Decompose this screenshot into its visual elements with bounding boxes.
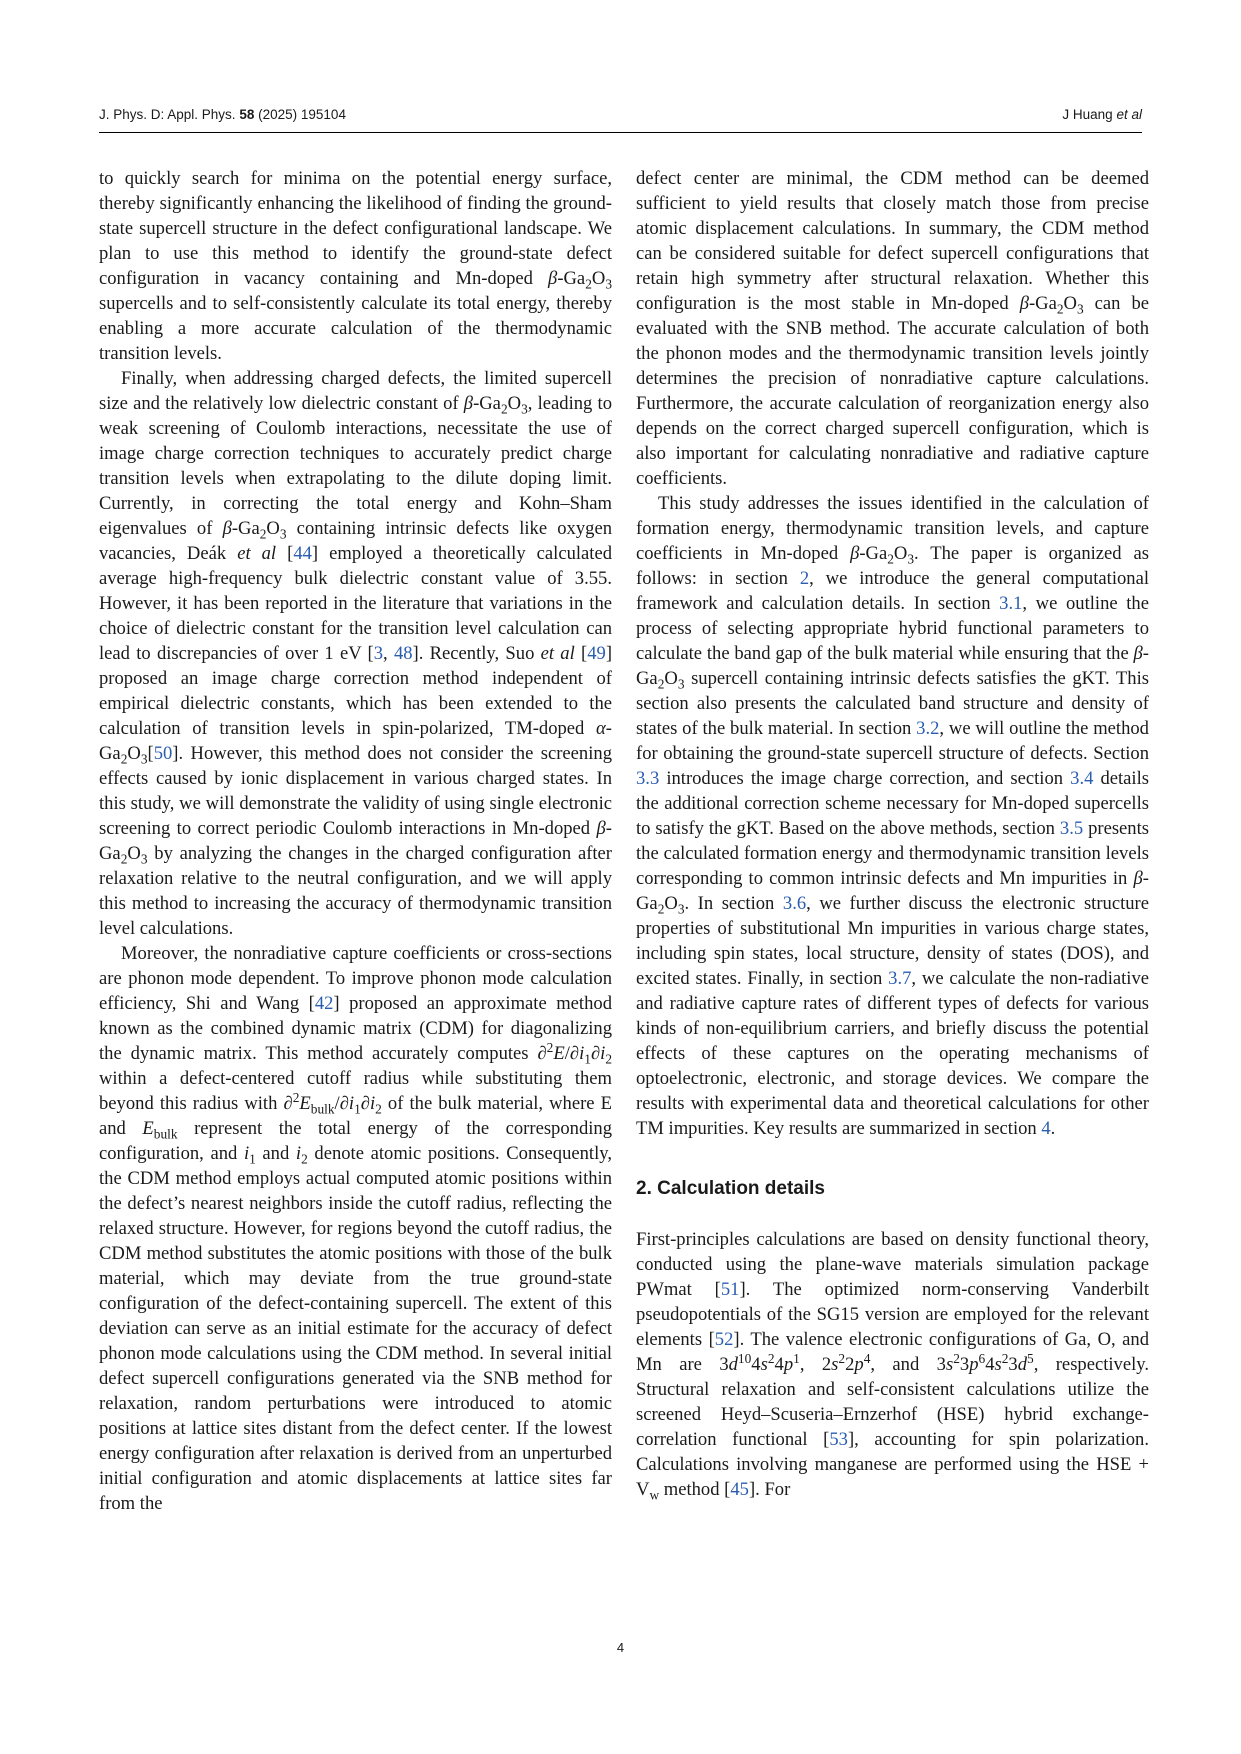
subscript: 3 (279, 526, 287, 542)
reference-link[interactable]: 49 (587, 643, 606, 664)
superscript: 5 (1027, 1350, 1034, 1366)
paragraph: Finally, when addressing charged defects, the limited supercell size and the relatively low dielectric constant of $\beta-Ga_2O_3$, leading to weak screening of Coulomb interactions, necessitate the use of image charge correction techniques to accurately predict charge transition levels when extrapolating to the dilute doping limit. Currently, in correcting the total energy and Kohn–Sham eigenvalues of $\beta-Ga_2O_3$ containing intrinsic defects like oxygen vacancies, Deák et al [44] employed a theoretically calculated average high-frequency bulk dielectric constant value of 3.55. However, it has been reported in the literature that variations in the choice of dielectric constant for the transition level calculation can lead to discrepancies of over 1 eV [3, 48]. Recently, Suo et al [49] proposed an image charge correction method independent of empirical dielectric constants, which has been extended to the calculation of transition levels in spin-polarized, TM-doped $\alpha-Ga_2O_3[50]$. However, this method does not consider the screening effects caused by ionic displacement in various charged states. In this study, we will demonstrate the validity of using single electronic screening to correct periodic Coulomb interactions in Mn-doped $\beta-Ga_2O_3$ by analyzing the changes in the charged configuration after relaxation relative to the neutral configuration, and we will apply this method to increasing the accuracy of thermodynamic transition level calculations. (99, 368, 613, 939)
subscript: 1 (584, 1051, 591, 1067)
superscript: 2 (767, 1350, 775, 1366)
left-column (99, 166, 612, 1516)
author-et-al: et al (1116, 107, 1142, 122)
subscript: 3 (605, 276, 612, 292)
journal-name: J. Phys. D: Appl. Phys. (99, 107, 236, 122)
reference-link[interactable]: 3.4 (1070, 768, 1094, 789)
journal-year-article: (2025) 195104 (258, 107, 346, 122)
subscript: 3 (907, 551, 915, 567)
subscript: w (649, 1487, 660, 1503)
subscript: 2 (301, 1151, 308, 1167)
italic-text: i (295, 1143, 302, 1164)
italic-text: β (1019, 293, 1029, 314)
subscript: 3 (521, 401, 528, 417)
italic-text: et al (237, 543, 277, 564)
right-column (636, 166, 1149, 1502)
italic-text: d (728, 1354, 738, 1375)
page-number: 4 (616, 1640, 625, 1655)
superscript: 2 (292, 1089, 300, 1105)
italic-text: s (945, 1354, 954, 1375)
subscript: 2 (887, 551, 894, 567)
subscript: bulk (153, 1126, 178, 1142)
italic-text: i (600, 1043, 606, 1064)
superscript: 2 (1001, 1350, 1009, 1366)
italic-text: β (1133, 643, 1143, 664)
subscript: 3 (677, 901, 685, 917)
subscript: 2 (500, 401, 508, 417)
subscript: 3 (1076, 301, 1084, 317)
superscript: 4 (863, 1350, 871, 1366)
italic-text: i (579, 1043, 585, 1064)
italic-text: E (142, 1118, 154, 1139)
paragraph: Moreover, the nonradiative capture coefficients or cross-sections are phonon mode dependent. To improve phonon mode calculation efficiency, Shi and Wang [42] proposed an approximate method known as the combined dynamic matrix (CDM) for diagonalizing the dynamic matrix. This method accurately computes $\partial^2E/\partial i_1\partial i_2$ within a defect-centered cutoff radius while substituting them beyond this radius with $\partial^2E_{bulk}/\partial i_1\partial i_2$ of the bulk material, where E and $E_{bulk}$ represent the total energy of the corresponding configuration, and $i_1$ and $i_2$ denote atomic positions. Consequently, the CDM method employs actual computed atomic positions within the defect’s nearest neighbors inside the cutoff radius, reflecting the relaxed structure. However, for regions beyond the cutoff radius, the CDM method substitutes the atomic positions with those of the bulk material, which may deviate from the true ground-state configuration of the defect-containing supercell. The extent of this deviation can serve as an initial estimate for the accuracy of defect phonon mode calculations using the CDM method. In several initial defect supercell configurations generated via the SNB method for relaxation, random perturbations were introduced to atomic positions at lattice sites distant from the defect center. If the lowest energy configuration after relaxation is derived from an unperturbed initial configuration and atomic displacements at lattice sites far from the (99, 943, 613, 1514)
subscript: bulk (310, 1101, 335, 1117)
reference-link[interactable]: 52 (714, 1329, 734, 1350)
subscript: 3 (140, 851, 148, 867)
paragraph: to quickly search for minima on the potential energy surface, thereby significantly enhancing the likelihood of finding the ground-state supercell structure in the defect configurational landscape. We plan to use this method to identify the ground-state defect configuration in vacancy containing and Mn-doped $\beta-Ga_2O_3$ supercells and to self-consistently calculate its total energy, thereby enabling a more accurate calculation of the thermodynamic transition levels. (99, 168, 612, 364)
italic-text: i (348, 1093, 355, 1114)
subscript: 3 (677, 676, 685, 692)
subscript: 2 (657, 901, 665, 917)
reference-link[interactable]: 45 (730, 1479, 749, 1500)
paragraph: defect center are minimal, the CDM method can be deemed sufficient to yield results that closely match those from precise atomic displacement calculations. In summary, the CDM method can be considered suitable for defect supercell configurations that retain high symmetry after structural relaxation. Whether this configuration is the most stable in Mn-doped $\beta-Ga_2O_3$ can be evaluated with the SNB method. The accurate calculation of both the phonon modes and the thermodynamic transition levels jointly determines the precision of nonradiative capture calculations. Furthermore, the accurate calculation of reorganization energy also depends on the correct charged supercell configuration, which is also important for calculating nonradiative and radiative capture coefficients. (636, 168, 1149, 489)
italic-text: i (243, 1143, 250, 1164)
italic-text: s (994, 1354, 1002, 1375)
journal-citation (99, 107, 346, 122)
reference-link[interactable]: 3 (373, 643, 384, 664)
reference-link[interactable]: 3.7 (888, 968, 912, 989)
reference-link[interactable]: 3.5 (1059, 818, 1084, 839)
running-header (99, 107, 1142, 129)
author-name: J Huang (1062, 107, 1113, 122)
italic-text: β (463, 393, 474, 414)
italic-text: α (596, 718, 606, 739)
subscript: 2 (375, 1101, 382, 1117)
paragraph: First-principles calculations are based on density functional theory, conducted using the plane-wave materials simulation package PWmat [51]. The optimized norm-conserving Vanderbilt pseudopotentials of the SG15 version are employed for the relevant elements [52]. The valence electronic configurations of Ga, O, and Mn are $3d^{10}4s^24p^1$, $2s^22p^4$, and $3s^23p^64s^23d^5$, respectively. Structural relaxation and self-consistent calculations utilize the screened Heyd–Scuseria–Ernzerhof (HSE) hybrid exchange-correlation functional [53], accounting for spin polarization. Calculations involving manganese are performed using the HSE + $V_w$ method [45]. For (636, 1229, 1150, 1503)
journal-volume: 58 (239, 107, 255, 122)
reference-link[interactable]: 51 (720, 1279, 740, 1300)
italic-text: p (783, 1354, 794, 1375)
italic-text: p (969, 1354, 979, 1375)
italic-text: et al (540, 643, 575, 664)
superscript: 10 (737, 1350, 752, 1366)
subscript: 3 (140, 751, 148, 767)
reference-link[interactable]: 50 (153, 743, 173, 764)
reference-link[interactable]: 53 (829, 1429, 848, 1450)
italic-text: E (553, 1043, 565, 1064)
paragraph: This study addresses the issues identified in the calculation of formation energy, thermodynamic transition levels, and capture coefficients in Mn-doped $\beta-Ga_2O_3$. The paper is organized as follows: in section 2, we introduce the general computational framework and calculation details. In section 3.1, we outline the process of selecting appropriate hybrid functional parameters to calculate the band gap of the bulk material while ensuring that the $\beta-Ga_2O_3$ supercell containing intrinsic defects satisfies the gKT. This section also presents the calculated band structure and density of states of the bulk material. In section 3.2, we will outline the method for obtaining the ground-state supercell structure of defects. Section 3.3 introduces the image charge correction, and section 3.4 details the additional correction scheme necessary for Mn-doped supercells to satisfy the gKT. Based on the above methods, section 3.5 presents the calculated formation energy and thermodynamic transition levels corresponding to common intrinsic defects and Mn impurities in $\beta-Ga_2O_3$. In section 3.6, we further discuss the electronic structure properties of substitutional Mn impurities in various charge states, including spin states, local structure, density of states (DOS), and excited states. Finally, in section 3.7, we calculate the non-radiative and radiative capture rates of different types of defects for various kinds of non-equilibrium carriers, and briefly discuss the potential effects of these captures on the operating mechanisms of optoelectronic, electronic, and storage devices. We compare the results with experimental data and theoretical calculations for other TM impurities. Key results are summarized in section 4. (636, 493, 1150, 1139)
subscript: 2 (120, 851, 128, 867)
reference-link[interactable]: 2 (799, 568, 810, 589)
italic-text: i (369, 1093, 376, 1114)
italic-text: p (854, 1354, 864, 1375)
subscript: 2 (1056, 301, 1064, 317)
italic-text: E (299, 1093, 311, 1114)
italic-text: s (831, 1354, 839, 1375)
subscript: 2 (585, 276, 592, 292)
subscript: 2 (120, 751, 128, 767)
superscript: 6 (978, 1350, 986, 1366)
subscript: 2 (605, 1051, 612, 1067)
reference-link[interactable]: 48 (393, 643, 413, 664)
header-rule (99, 132, 1142, 133)
italic-text: s (760, 1354, 768, 1375)
italic-text: β (850, 543, 860, 564)
subscript: 2 (657, 676, 665, 692)
reference-link[interactable]: 42 (314, 993, 334, 1014)
superscript: 2 (838, 1350, 846, 1366)
subscript: 1 (354, 1101, 361, 1117)
italic-text: β (222, 518, 232, 539)
reference-link[interactable]: 4 (1041, 1118, 1051, 1139)
reference-link[interactable]: 3.2 (916, 718, 940, 739)
italic-text: β (596, 818, 606, 839)
reference-link[interactable]: 3.3 (636, 768, 660, 789)
subscript: 2 (259, 526, 267, 542)
superscript: 2 (953, 1350, 960, 1366)
subscript: 1 (249, 1151, 256, 1167)
italic-text: d (1017, 1354, 1028, 1375)
italic-text: β (1133, 868, 1143, 889)
section-heading: 2. Calculation details (636, 1178, 825, 1199)
author-line (1062, 107, 1142, 122)
superscript: 2 (546, 1039, 554, 1055)
superscript: 1 (793, 1350, 800, 1366)
reference-link[interactable]: 44 (293, 543, 312, 564)
reference-link[interactable]: 3.6 (782, 893, 807, 914)
italic-text: β (548, 268, 558, 289)
reference-link[interactable]: 3.1 (999, 593, 1023, 614)
